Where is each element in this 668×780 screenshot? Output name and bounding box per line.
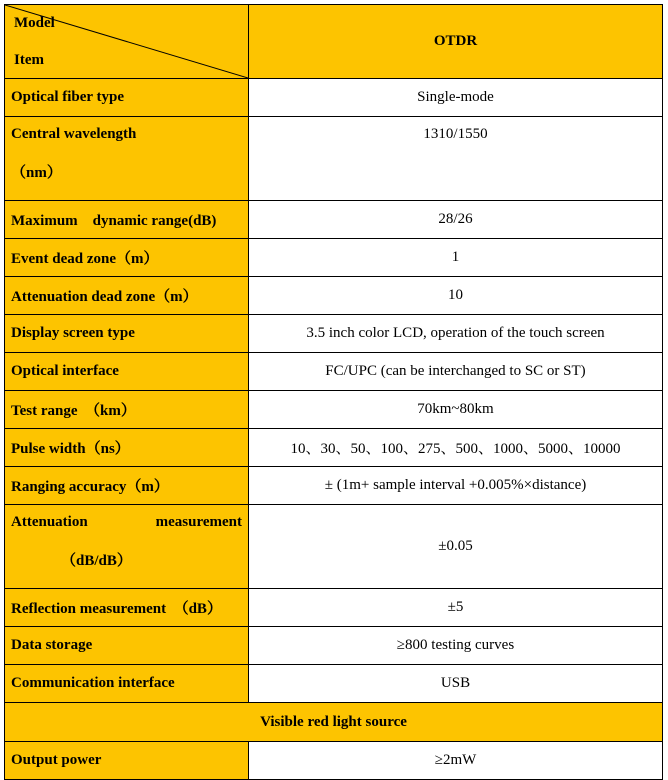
row-value: 10、30、50、100、275、500、1000、5000、10000 (249, 429, 663, 467)
row-value: 1 (249, 239, 663, 277)
section-header-row (5, 703, 663, 742)
row-value: 70km~80km (249, 391, 663, 429)
header-model-label: Model (14, 15, 55, 31)
row-value: 10 (249, 277, 663, 315)
table-row (5, 315, 663, 353)
header-item-label: Item (14, 52, 44, 68)
table-row (5, 391, 663, 429)
specification-table (4, 4, 663, 780)
row-value: Single-mode (249, 79, 663, 117)
table-row (5, 79, 663, 117)
row-label-word: Attenuation (11, 514, 88, 530)
row-label: Attenuation dead zone（m） (5, 277, 249, 315)
table-row (5, 429, 663, 467)
row-value: ≥2mW (249, 742, 663, 780)
table-row (5, 742, 663, 780)
row-label-line2: （nm） (11, 165, 62, 181)
row-label: Optical interface (5, 353, 249, 391)
row-label: Test range （km） (5, 391, 249, 429)
row-label: Maximum dynamic range(dB) (5, 201, 249, 239)
row-label-word: measurement (155, 514, 242, 530)
row-label: Output power (5, 742, 249, 780)
table-row (5, 627, 663, 665)
row-label: Ranging accuracy（m） (5, 467, 249, 505)
row-value: ±0.05 (249, 505, 663, 589)
table-row (5, 505, 663, 589)
row-value: USB (249, 665, 663, 703)
table-row (5, 589, 663, 627)
header-product-name: OTDR (249, 5, 663, 79)
row-value: FC/UPC (can be interchanged to SC or ST) (249, 353, 663, 391)
row-label-line1: Central wavelength (11, 126, 137, 142)
row-label (5, 117, 249, 201)
row-label-line2: （dB/dB） (61, 553, 132, 569)
row-label: Reflection measurement （dB） (5, 589, 249, 627)
row-label (5, 505, 249, 589)
table-row (5, 201, 663, 239)
row-value: 28/26 (249, 201, 663, 239)
row-label-line1 (11, 514, 242, 531)
table-row (5, 467, 663, 505)
row-label: Communication interface (5, 665, 249, 703)
row-value: 3.5 inch color LCD, operation of the touch screen (249, 315, 663, 353)
row-value: ±5 (249, 589, 663, 627)
table-row (5, 665, 663, 703)
row-label: Data storage (5, 627, 249, 665)
row-label: Pulse width（ns） (5, 429, 249, 467)
table-row (5, 277, 663, 315)
row-label: Optical fiber type (5, 79, 249, 117)
section-title: Visible red light source (5, 703, 663, 742)
header-diagonal-cell (5, 5, 249, 79)
row-label: Event dead zone（m） (5, 239, 249, 277)
row-value: 1310/1550 (249, 117, 663, 201)
table-row (5, 117, 663, 201)
row-value: ≥800 testing curves (249, 627, 663, 665)
table-row (5, 353, 663, 391)
table-row (5, 239, 663, 277)
row-label: Display screen type (5, 315, 249, 353)
table-header-row (5, 5, 663, 79)
row-value: ± (1m+ sample interval +0.005%×distance) (249, 467, 663, 505)
